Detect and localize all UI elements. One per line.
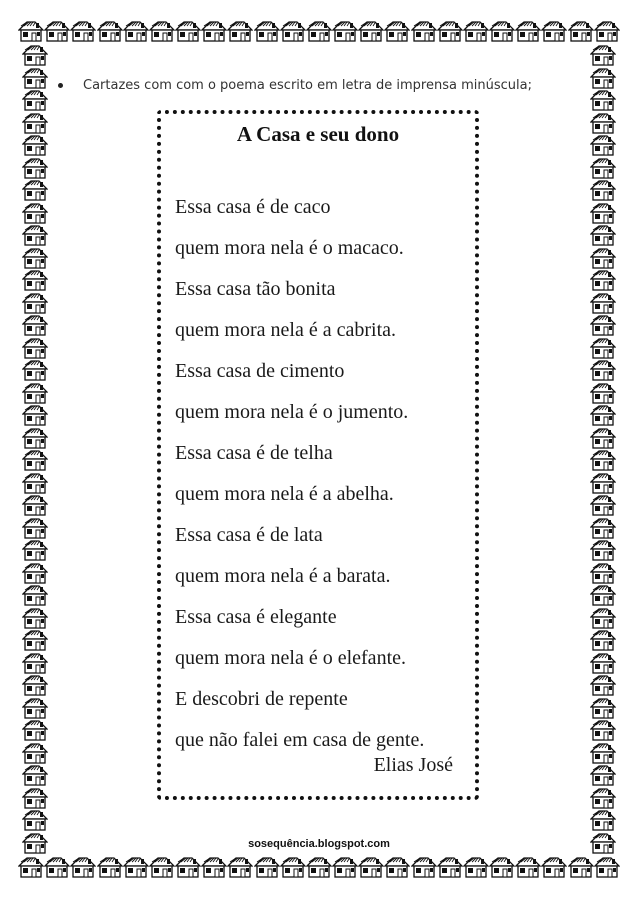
house-icon [590, 314, 616, 336]
house-icon [590, 89, 616, 111]
poem-line: Essa casa é de caco [175, 196, 331, 218]
house-icon [594, 20, 620, 46]
house-icon [22, 224, 48, 246]
house-icon [123, 856, 149, 882]
house-icon [22, 247, 48, 269]
house-icon [463, 20, 489, 46]
house-icon [70, 20, 96, 46]
house-icon [437, 20, 463, 46]
house-icon [590, 179, 616, 201]
house-icon [590, 539, 616, 561]
house-icon [489, 20, 515, 46]
house-icon [590, 224, 616, 246]
house-icon [22, 157, 48, 179]
poem-lines [175, 187, 424, 761]
house-icon [70, 856, 96, 882]
house-icon [175, 856, 201, 882]
poem-line: quem mora nela é a cabrita. [175, 319, 396, 341]
house-icon [22, 607, 48, 629]
house-icon [22, 427, 48, 449]
house-icon [22, 674, 48, 696]
house-icon [590, 112, 616, 134]
house-icon [590, 494, 616, 516]
house-icon [18, 856, 44, 882]
house-icon [463, 856, 489, 882]
house-icon [590, 787, 616, 809]
left-house-border [22, 44, 48, 854]
house-icon [515, 856, 541, 882]
house-icon [590, 67, 616, 89]
house-icon [590, 607, 616, 629]
house-icon [590, 764, 616, 786]
house-icon [22, 134, 48, 156]
house-icon [590, 584, 616, 606]
house-icon [568, 856, 594, 882]
house-icon [590, 382, 616, 404]
house-icon [97, 20, 123, 46]
house-icon [201, 20, 227, 46]
house-icon [541, 856, 567, 882]
house-icon [22, 449, 48, 471]
house-icon [411, 856, 437, 882]
footer-source: sosequência.blogspot.com [248, 838, 390, 850]
house-icon [22, 719, 48, 741]
house-icon [22, 629, 48, 651]
house-icon [280, 20, 306, 46]
house-icon [590, 292, 616, 314]
instruction-bullet [58, 78, 532, 93]
house-icon [437, 856, 463, 882]
house-icon [22, 337, 48, 359]
bottom-house-border [18, 856, 620, 882]
house-icon [590, 337, 616, 359]
house-icon [384, 856, 410, 882]
house-icon [254, 856, 280, 882]
house-icon [590, 247, 616, 269]
house-icon [22, 89, 48, 111]
house-icon [149, 20, 175, 46]
house-icon [175, 20, 201, 46]
house-icon [590, 742, 616, 764]
house-icon [358, 20, 384, 46]
house-icon [332, 20, 358, 46]
house-icon [22, 742, 48, 764]
house-icon [123, 20, 149, 46]
house-icon [590, 719, 616, 741]
house-icon [515, 20, 541, 46]
house-icon [254, 20, 280, 46]
top-house-border [18, 20, 620, 46]
house-icon [22, 809, 48, 831]
house-icon [590, 404, 616, 426]
house-icon [590, 157, 616, 179]
house-icon [590, 629, 616, 651]
house-icon [22, 382, 48, 404]
poem-line: quem mora nela é o elefante. [175, 647, 406, 669]
bullet-icon [58, 83, 63, 88]
house-icon [590, 562, 616, 584]
house-icon [489, 856, 515, 882]
house-icon [411, 20, 437, 46]
house-icon [590, 674, 616, 696]
right-house-border [590, 44, 616, 854]
house-icon [306, 856, 332, 882]
poem-title: A Casa e seu dono [236, 122, 400, 146]
house-icon [22, 697, 48, 719]
house-icon [594, 856, 620, 882]
house-icon [590, 44, 616, 66]
house-icon [590, 269, 616, 291]
house-icon [22, 292, 48, 314]
house-icon [22, 787, 48, 809]
house-icon [590, 809, 616, 831]
house-icon [22, 404, 48, 426]
house-icon [227, 20, 253, 46]
house-icon [590, 472, 616, 494]
house-icon [590, 359, 616, 381]
house-icon [590, 134, 616, 156]
poem-author: Elias José [373, 754, 453, 776]
house-icon [332, 856, 358, 882]
poem-line: Essa casa de cimento [175, 360, 345, 382]
house-icon [149, 856, 175, 882]
house-icon [280, 856, 306, 882]
house-icon [22, 652, 48, 674]
house-icon [384, 20, 410, 46]
house-icon [22, 314, 48, 336]
house-icon [97, 856, 123, 882]
house-icon [22, 67, 48, 89]
poem-line: quem mora nela é a barata. [175, 565, 391, 587]
house-icon [568, 20, 594, 46]
house-icon [22, 359, 48, 381]
house-icon [22, 517, 48, 539]
house-icon [22, 562, 48, 584]
house-icon [201, 856, 227, 882]
poem-line: que não falei em casa de gente. [175, 729, 425, 751]
instruction-text: Cartazes com com o poema escrito em letra de imprensa minúscula; [83, 78, 532, 93]
house-icon [22, 584, 48, 606]
house-icon [22, 202, 48, 224]
house-icon [22, 494, 48, 516]
house-icon [22, 179, 48, 201]
house-icon [44, 20, 70, 46]
house-icon [44, 856, 70, 882]
poem-line: Essa casa tão bonita [175, 278, 336, 300]
poem-line: quem mora nela é o macaco. [175, 237, 404, 259]
house-icon [590, 652, 616, 674]
poem-line: Essa casa é elegante [175, 606, 337, 628]
house-icon [541, 20, 567, 46]
poem-line: E descobri de repente [175, 688, 348, 710]
house-icon [358, 856, 384, 882]
house-icon [227, 856, 253, 882]
house-icon [18, 20, 44, 46]
poem-line: Essa casa é de telha [175, 442, 333, 464]
house-icon [22, 112, 48, 134]
house-icon [22, 764, 48, 786]
house-icon [590, 697, 616, 719]
house-icon [590, 427, 616, 449]
poem-line: quem mora nela é o jumento. [175, 401, 409, 423]
house-icon [22, 472, 48, 494]
poem-line: quem mora nela é a abelha. [175, 483, 394, 505]
house-icon [306, 20, 332, 46]
poem-poster [157, 110, 479, 800]
house-icon [22, 269, 48, 291]
house-icon [22, 44, 48, 66]
poem-line: Essa casa é de lata [175, 524, 323, 546]
house-icon [590, 202, 616, 224]
house-icon [590, 449, 616, 471]
house-icon [22, 539, 48, 561]
house-icon [590, 517, 616, 539]
